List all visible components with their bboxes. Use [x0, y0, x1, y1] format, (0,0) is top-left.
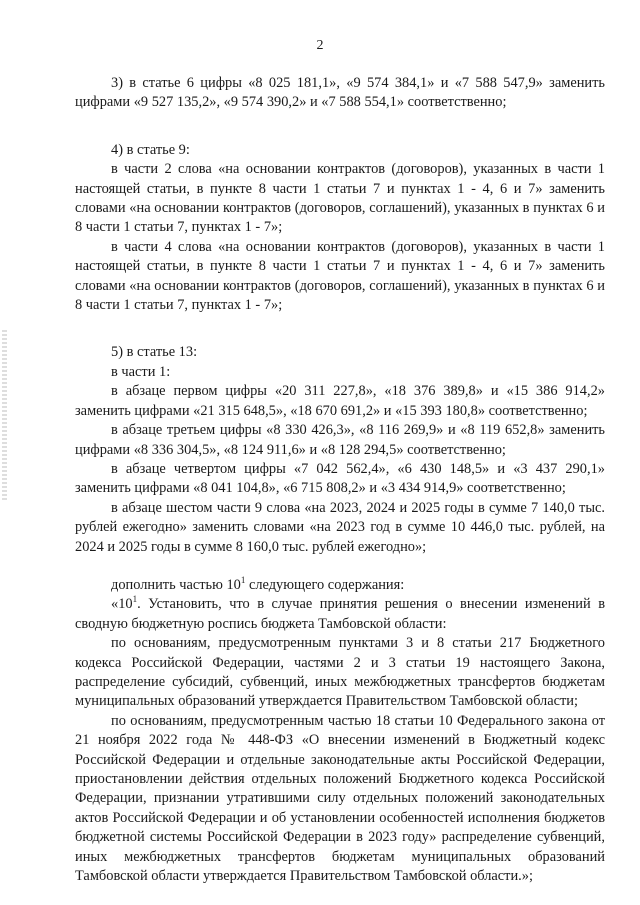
- paragraph-text: дополнить частью 10: [111, 576, 241, 593]
- paragraph-text: 4) в статье 9:: [111, 141, 190, 158]
- paragraph: [75, 238, 605, 316]
- paragraph: [75, 363, 605, 382]
- paragraph-text: 3) в статье 6 цифры «8 025 181,1», «9 574 384,1» и «7 588 547,9» заменить цифрами «9 527 135,2», «9 574 390,2» и «7 588 554,1» соответственно;: [75, 75, 605, 111]
- page-number: 2: [316, 38, 324, 53]
- paragraph-text: 5) в статье 13:: [111, 344, 198, 361]
- paragraph: [75, 421, 605, 460]
- paragraph: [75, 343, 605, 362]
- paragraph-text: по основаниям, предусмотренным пунктами 3 и 8 статьи 217 Бюджетного кодекса Российской Федерации, частями 2 и 3 статьи 19 настоящего Закона, распределение субсидий, субвенций, иных межбюджетных трансфертов бюджетам муниципальных образований утверждается Правительством Тамбовской области;: [75, 635, 605, 710]
- paragraph-text: по основаниям, предусмотренным частью 18 статьи 10 Федерального закона от 21 ноября 2022 года № 448-ФЗ «О внесении изменений в Бюджетный кодекс Российской Федерации и отдельные законодательные акты Российской Федерации, приостановлении действия отдельных положений Бюджетного кодекса Российской Федерации, признании утратившими силу отдельных положений законодательных актов Российской Федерации и об установлении особенностей исполнения бюджетов бюджетной системы Российской Федерации в 2023 году» распределение субвенций, иных межбюджетных трансфертов бюджетам муниципальных образований Тамбовской области утверждается Правительством Тамбовской области.»;: [75, 712, 605, 885]
- paragraph-text: в абзаце третьем цифры «8 330 426,3», «8 116 269,9» и «8 119 652,8» заменить цифрами «8 336 304,5», «8 124 911,6» и «8 128 294,5» соответственно;: [75, 422, 605, 458]
- paragraph-text-continued: следующего содержания:: [245, 576, 405, 593]
- paragraph: [75, 712, 605, 887]
- paragraph: [75, 141, 605, 160]
- paragraph-text: в части 2 слова «на основании контрактов (договоров), указанных в части 1 настоящей статьи, в пункте 8 части 1 статьи 7 и пунктах 1 - 4, 6 и 7» заменить словами «на основании контрактов (договоров, соглашений), указанных в пунктах 6 и 8 части 1 статьи 7, пунктах 1 - 7»;: [75, 161, 605, 236]
- paragraph-text: «10: [111, 596, 133, 613]
- paragraph-text: в части 4 слова «на основании контрактов (договоров), указанных в части 1 настоящей статьи, в пункте 8 части 1 статьи 7 и пунктах 1 - 4, 6 и 7» заменить словами «на основании контрактов (договоров, соглашений), указанных в пунктах 6 и 8 части 1 статьи 7, пунктах 1 - 7»;: [75, 238, 605, 314]
- superscript: 1: [132, 594, 138, 605]
- paragraph-text: в части 1:: [111, 363, 171, 380]
- paragraph: [75, 634, 605, 712]
- paragraph: [75, 460, 605, 499]
- paragraph-text-continued: . Установить, что в случае принятия решения о внесении изменений в сводную бюджетную роспись бюджета Тамбовской области:: [75, 596, 605, 632]
- paragraph-text: в абзаце шестом части 9 слова «на 2023, 2024 и 2025 годы в сумме 7 140,0 тыс. рублей ежегодно» заменить словами «на 2023 год в сумме 10 446,0 тыс. рублей, на 2024 и 2025 годы в сумме 8 160,0 тыс. рублей ежегодно»;: [75, 499, 605, 555]
- superscript: 1: [240, 575, 246, 586]
- paragraph-text: в абзаце четвертом цифры «7 042 562,4», «6 430 148,5» и «3 437 290,1» заменить цифрами «8 041 104,8», «6 715 808,2» и «3 434 914,9» соответственно;: [75, 460, 605, 497]
- paragraph-text: в абзаце первом цифры «20 311 227,8», «18 376 389,8» и «15 386 914,2» заменить цифрами «21 315 648,5», «18 670 691,2» и «15 393 180,8» соответственно;: [75, 383, 605, 419]
- scan-margin-mark: [2, 330, 7, 500]
- paragraph: [75, 499, 605, 557]
- paragraph: [75, 382, 605, 421]
- paragraph: [75, 74, 605, 113]
- document-body: [75, 74, 605, 886]
- paragraph: [75, 576, 605, 595]
- paragraph: [75, 595, 605, 634]
- paragraph: [75, 160, 605, 238]
